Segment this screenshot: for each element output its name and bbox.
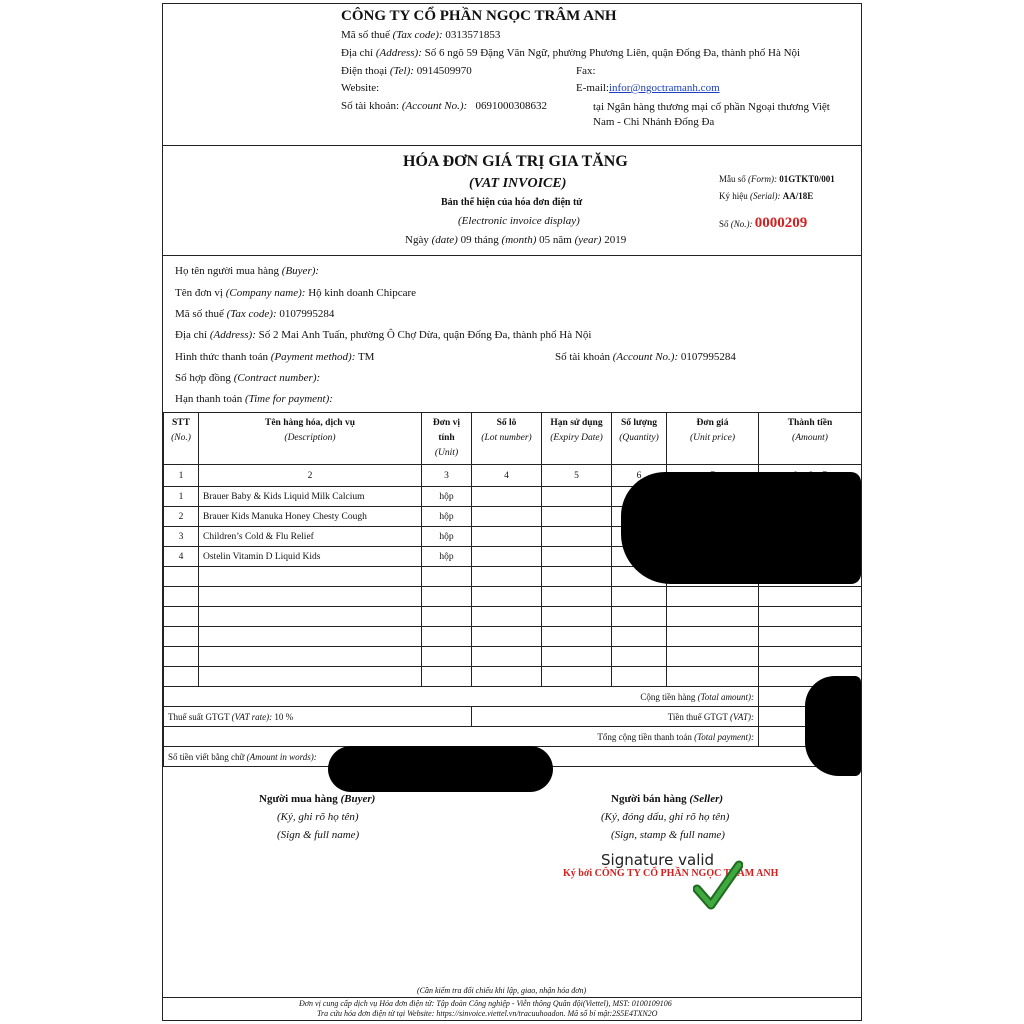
buyer-address: Số 2 Mai Anh Tuấn, phường Ô Chợ Dừa, quận Đống Đa, thành phố Hà Nội: [258, 329, 592, 341]
empty-cell: [612, 667, 667, 687]
empty-cell: [199, 667, 422, 687]
empty-cell: [164, 607, 199, 627]
empty-cell: [472, 627, 542, 647]
empty-cell: [759, 587, 862, 607]
column-header-label: Thành tiền: [787, 418, 833, 428]
seller-sign-note: (Ký, đóng dấu, ghi rõ họ tên): [601, 811, 730, 823]
invoice-title-en: (VAT INVOICE): [469, 176, 567, 191]
column-number: 5: [542, 465, 612, 487]
buyer-sign-title: Người mua hàng (Buyer): [259, 793, 376, 805]
check-icon: [693, 859, 743, 911]
column-header: [199, 413, 422, 465]
column-header-label-en: (Quantity): [619, 433, 659, 443]
column-header-label-en: (Amount): [792, 433, 828, 443]
seller-phone: 0914509970: [416, 65, 472, 77]
empty-cell: [472, 547, 542, 567]
empty-cell: [164, 587, 199, 607]
footer-provider: Đơn vị cung cấp dịch vụ Hóa đơn điện tử: Tập đoàn Công nghiệp - Viễn thông Quân đội(Viettel), MST: 0100109106: [299, 999, 672, 1008]
column-header-label-en: (Description): [284, 433, 336, 443]
number-line: Số (No.): 0000209: [719, 215, 808, 231]
seller-website-label: Website:: [341, 82, 380, 94]
buyer-address-line: Địa chỉ (Address): Số 2 Mai Anh Tuấn, phường Ô Chợ Dừa, quận Đống Đa, thành phố Hà Nội: [175, 329, 592, 341]
empty-cell: [542, 587, 612, 607]
invoice-number: 0000209: [754, 215, 808, 231]
divider: [163, 997, 861, 998]
empty-cell: [542, 607, 612, 627]
buyer-company: Hộ kinh doanh Chipcare: [308, 287, 417, 299]
empty-cell: [542, 507, 612, 527]
seller-email-line: E-mail:infor@ngoctramanh.com: [576, 82, 720, 94]
empty-cell: [667, 627, 759, 647]
payment-time-line: Hạn thanh toán (Time for payment):: [175, 393, 333, 405]
footer-check-note: (Cần kiểm tra đối chiếu khi lập, giao, nhận hóa đơn): [417, 986, 587, 995]
empty-cell: [472, 527, 542, 547]
row-number: 2: [164, 507, 199, 527]
empty-row: [164, 587, 862, 607]
invoice-title: HÓA ĐƠN GIÁ TRỊ GIA TĂNG: [403, 153, 628, 170]
empty-cell: [164, 627, 199, 647]
column-header: [759, 413, 862, 465]
buyer-tax-code: 0107995284: [279, 308, 335, 320]
empty-cell: [199, 567, 422, 587]
seller-name: CÔNG TY CỔ PHẦN NGỌC TRÂM ANH: [341, 8, 617, 24]
empty-cell: [472, 587, 542, 607]
empty-cell: [472, 647, 542, 667]
empty-cell: [472, 667, 542, 687]
empty-cell: [612, 647, 667, 667]
serial-line: Ký hiệu (Serial): AA/18E: [719, 191, 814, 201]
display-label: Bản thể hiện của hóa đơn điện tử: [441, 197, 583, 208]
buyer-account-line: Số tài khoản (Account No.): 0107995284: [555, 351, 736, 363]
buyer-sign-note-en: (Sign & full name): [277, 829, 360, 841]
form-line: Mẫu số (Form): 01GTKT0/001: [719, 174, 835, 184]
vat-rate: 10 %: [274, 711, 294, 722]
column-header-label: Đơn vị tính: [432, 418, 461, 443]
empty-cell: [667, 587, 759, 607]
empty-cell: [199, 587, 422, 607]
column-header-label-en: (No.): [171, 433, 191, 443]
column-header: [422, 413, 472, 465]
company-line: Tên đơn vị (Company name): Hộ kinh doanh Chipcare: [175, 287, 417, 299]
empty-cell: [422, 587, 472, 607]
column-header-label-en: (Expiry Date): [550, 433, 603, 443]
column-number: 4: [472, 465, 542, 487]
column-header: [472, 413, 542, 465]
invoice-page: [162, 3, 862, 1021]
column-header-label: Tên hàng hóa, dịch vụ: [264, 418, 356, 428]
contract-line: Số hợp đồng (Contract number):: [175, 372, 321, 384]
column-number: 1: [164, 465, 199, 487]
empty-cell: [422, 627, 472, 647]
table-header-row: [164, 413, 862, 465]
amount-words-row: Số tiền viết bằng chữ (Amount in words):: [164, 747, 862, 767]
buyer-tax-line: Mã số thuế (Tax code): 0107995284: [175, 308, 335, 320]
row-description: Brauer Baby & Kids Liquid Milk Calcium: [199, 487, 422, 507]
empty-cell: [472, 487, 542, 507]
seller-bank: tại Ngân hàng thương mại cổ phần Ngoại thương Việt Nam - Chi Nhánh Đống Đa: [593, 101, 830, 128]
column-header-label: STT: [172, 418, 190, 428]
payment-method: TM: [357, 351, 375, 363]
redaction-mark: [328, 746, 553, 792]
display-label-en: (Electronic invoice display): [458, 215, 580, 227]
form-value: 01GTKT0/001: [779, 174, 835, 184]
seller-account: 0691000308632: [475, 100, 547, 112]
buyer-account: 0107995284: [680, 351, 736, 363]
buyer-line: Họ tên người mua hàng (Buyer):: [175, 265, 320, 277]
empty-row: [164, 667, 862, 687]
seller-tax-line: Mã số thuế (Tax code): 0313571853: [341, 29, 501, 41]
empty-cell: [612, 607, 667, 627]
column-header-label-en: (Lot number): [481, 433, 532, 443]
invoice-date: Ngày (date) 09 tháng (month) 05 năm (year) 2019: [405, 234, 627, 246]
row-description: Ostelin Vitamin D Liquid Kids: [199, 547, 422, 567]
row-unit: hộp: [422, 487, 472, 507]
column-header-label: Hạn sử dụng: [550, 418, 603, 428]
seller-address: Số 6 ngõ 59 Đặng Văn Ngữ, phường Phương Liên, quận Đống Đa, thành phố Hà Nội: [424, 47, 801, 59]
signed-by-text: Ký bởi CÔNG TY CỔ PHẦN NGỌC TRÂM ANH: [563, 868, 779, 879]
empty-cell: [422, 607, 472, 627]
row-description: Children’s Cold & Flu Relief: [199, 527, 422, 547]
seller-fax-label: Fax:: [576, 65, 596, 77]
empty-cell: [199, 627, 422, 647]
column-header-label: Số lượng: [620, 418, 658, 428]
column-number: 3: [422, 465, 472, 487]
empty-cell: [542, 487, 612, 507]
empty-cell: [759, 607, 862, 627]
empty-cell: [422, 647, 472, 667]
seller-email-link[interactable]: infor@ngoctramanh.com: [609, 82, 720, 94]
empty-cell: [667, 647, 759, 667]
empty-cell: [612, 587, 667, 607]
column-number: 2: [199, 465, 422, 487]
empty-cell: [422, 567, 472, 587]
divider: [163, 255, 861, 256]
row-unit: hộp: [422, 527, 472, 547]
empty-cell: [612, 627, 667, 647]
column-header-label: Số lô: [496, 418, 517, 428]
empty-cell: [667, 607, 759, 627]
empty-row: [164, 607, 862, 627]
empty-cell: [472, 607, 542, 627]
empty-cell: [542, 567, 612, 587]
empty-cell: [199, 647, 422, 667]
empty-cell: [667, 667, 759, 687]
column-header: [667, 413, 759, 465]
redaction-mark: [621, 472, 861, 584]
empty-cell: [472, 567, 542, 587]
buyer-sign-note: (Ký, ghi rõ họ tên): [277, 811, 359, 823]
empty-cell: [542, 647, 612, 667]
empty-cell: [542, 627, 612, 647]
items-table: [163, 412, 862, 767]
column-header-label: Đơn giá: [696, 418, 729, 428]
column-header: [164, 413, 199, 465]
seller-sign-title: Người bán hàng (Seller): [611, 793, 724, 805]
serial-value: AA/18E: [782, 191, 814, 201]
seller-account-line: Số tài khoản: (Account No.): 0691000308632: [341, 100, 547, 112]
empty-row: [164, 627, 862, 647]
row-number: 4: [164, 547, 199, 567]
row-unit: hộp: [422, 507, 472, 527]
row-unit: hộp: [422, 547, 472, 567]
signature-valid-text: Signature valid: [601, 851, 715, 869]
empty-cell: [542, 547, 612, 567]
grand-total-row: Tổng cộng tiền thanh toán (Total payment):: [164, 727, 862, 747]
empty-cell: [759, 647, 862, 667]
column-header: [542, 413, 612, 465]
empty-cell: [759, 627, 862, 647]
empty-cell: [472, 507, 542, 527]
empty-cell: [164, 567, 199, 587]
footer-lookup: Tra cứu hóa đơn điện tử tại Website: https://sinvoice.viettel.vn/tracuuhoadon. Mã số bí mật:2S5E4TXN2O: [317, 1009, 658, 1018]
column-header: [612, 413, 667, 465]
seller-address-line: Địa chỉ (Address): Số 6 ngõ 59 Đặng Văn Ngữ, phường Phương Liên, quận Đống Đa, thành phố Hà Nội: [341, 47, 801, 59]
row-number: 3: [164, 527, 199, 547]
column-header-label-en: (Unit price): [689, 433, 736, 443]
empty-row: [164, 647, 862, 667]
divider: [163, 145, 861, 146]
vat-row: Thuế suất GTGT (VAT rate): 10 % Tiền thuế GTGT (VAT):: [164, 707, 862, 727]
column-number: 6: [612, 465, 667, 487]
empty-cell: [542, 527, 612, 547]
seller-phone-line: Điện thoại (Tel): 0914509970: [341, 65, 472, 77]
payment-line: Hình thức thanh toán (Payment method): TM: [175, 351, 375, 363]
row-number: 1: [164, 487, 199, 507]
total-row: Cộng tiền hàng (Total amount):: [164, 687, 862, 707]
empty-cell: [199, 607, 422, 627]
empty-cell: [542, 667, 612, 687]
empty-cell: [164, 647, 199, 667]
row-description: Brauer Kids Manuka Honey Chesty Cough: [199, 507, 422, 527]
column-header-label-en: (Unit): [434, 448, 459, 458]
seller-sign-note-en: (Sign, stamp & full name): [611, 829, 725, 841]
empty-cell: [164, 667, 199, 687]
seller-tax-code: 0313571853: [445, 29, 501, 41]
redaction-mark: [805, 676, 861, 776]
empty-cell: [422, 667, 472, 687]
